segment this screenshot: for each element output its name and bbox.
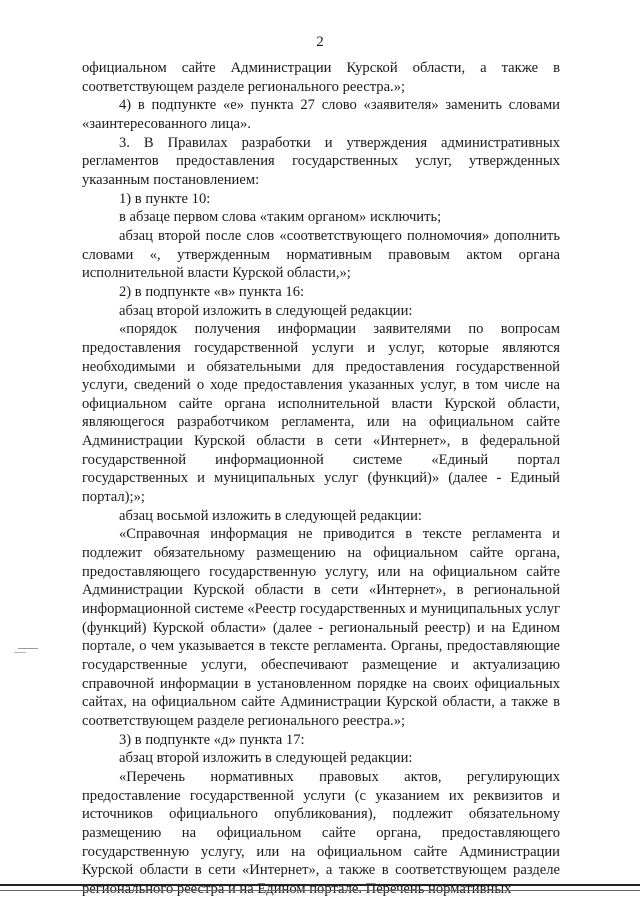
paragraph-item-3-quote: «Перечень нормативных правовых актов, регулирующих предоставление государственной услуги (с указанием их реквизитов и источников официального опубликования), подлежит обязательному размещению на официальном сайте органа, предоставляющего государственную услугу, или на официальном сайте Администрации Курской области в сети «Интернет», а также в соответствующем разделе регионального реестра и на Едином портале. Перечень нормативных — [82, 768, 560, 897]
paragraph-continuation: официальном сайте Администрации Курской области, а также в соответствующем разделе регионального реестра.»; — [82, 60, 560, 95]
paragraph-item-3-instruction: абзац второй изложить в следующей редакции: — [119, 750, 413, 767]
paragraph-item-1-first-abzac: в абзаце первом слова «таким органом» исключить; — [119, 209, 442, 226]
page-number: 2 — [316, 34, 324, 50]
margin-mark — [18, 648, 38, 649]
document-body — [82, 59, 560, 899]
paragraph-item-2-eighth-abzac: абзац восьмой изложить в следующей редакции: — [119, 507, 422, 524]
paragraph-item-4: 4) в подпункте «е» пункта 27 слово «заявителя» заменить словами «заинтересованного лица». — [82, 97, 560, 132]
paragraph-item-1-second-abzac: абзац второй после слов «соответствующего полномочия» дополнить словами «, утвержденным нормативным правовым актом органа исполнительной власти Курской области,»; — [82, 227, 560, 282]
bottom-scan-border — [0, 890, 640, 891]
paragraph-item-1: 1) в пункте 10: — [119, 190, 211, 207]
paragraph-section-3: 3. В Правилах разработки и утверждения административных регламентов предоставления государственных услуг, утвержденных указанным постановлением: — [82, 134, 560, 188]
paragraph-item-2-quote: «порядок получения информации заявителями по вопросам предоставления государственной услуги и услуг, которые являются необходимыми и обязательными для предоставления государственной услуги, сведений о ходе предоставления указанных услуг, в том числе на официальном сайте органа исполнительной власти Курской области, являющегося разработчиком регламента, или на официальном сайте Администрации Курской области в сети «Интернет», в федеральной государственной информационной системе «Единый портал государственных и муниципальных услуг (функций)» (далее - Единый портал);»; — [82, 321, 560, 506]
bottom-scan-border — [0, 884, 640, 886]
paragraph-item-2-instruction: абзац второй изложить в следующей редакции: — [119, 302, 413, 319]
paragraph-item-3: 3) в подпункте «д» пункта 17: — [119, 731, 305, 748]
margin-mark — [14, 652, 26, 653]
paragraph-reference-info-quote: «Справочная информация не приводится в тексте регламента и подлежит обязательному размещению на официальном сайте органа, предоставляющего государственную услугу, или на официальном сайте Администрации Курской области в сети «Интернет», в региональной информационной системе «Реестр государственных и муниципальных услуг (функций) Курской области» (далее - региональный реестр) и на Едином портале, о чем указывается в тексте регламента. Органы, предоставляющие государственные услуги, обеспечивают размещение и актуализацию справочной информации в установленном порядке на своих официальных сайтах, на официальном сайте Администрации Курской области, а также в соответствующем разделе регионального реестра.»; — [82, 526, 560, 729]
paragraph-item-2: 2) в подпункте «в» пункта 16: — [119, 283, 305, 300]
